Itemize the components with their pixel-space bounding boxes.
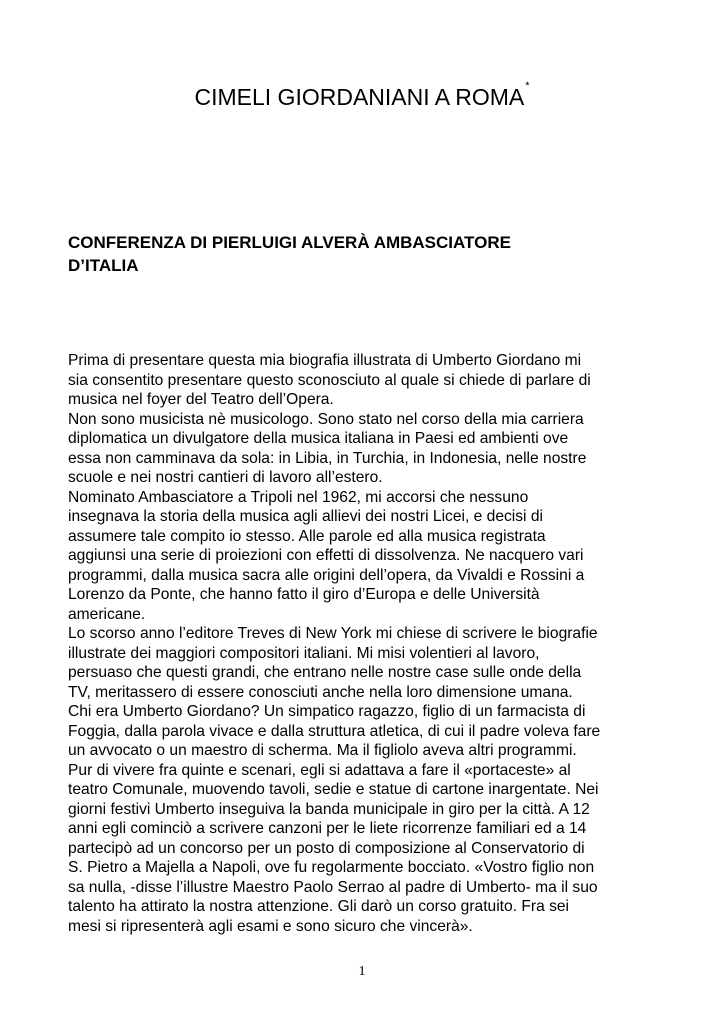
paragraph: Prima di presentare questa mia biografia illustrata di Umberto Giordano mi sia consentito presentare questo sconosciuto al quale si chiede di parlare di musica nel foyer del Teatro dell’Opera. <box>68 352 591 408</box>
title-footnote-marker: * <box>525 80 530 92</box>
body-text <box>68 351 658 936</box>
paragraph: Nominato Ambasciatore a Tripoli nel 1962, mi accorsi che nessuno insegnava la storia della musica agli allievi dei nostri Licei, e decisi di assumere tale compito io stesso. Alle parole ed alla musica registrata aggiunsi una serie di proiezioni con effetti di dissolvenza. Ne nacquero vari programmi, dalla musica sacra alle origini dell’opera, da Vivaldi e Rossini a Lorenzo da Ponte, che hanno fatto il giro d’Europa e delle Università americane. <box>68 488 585 623</box>
title-text: CIMELI GIORDANIANI A ROMA <box>194 84 525 110</box>
paragraph: Chi era Umberto Giordano? Un simpatico ragazzo, figlio di un farmacista di Foggia, dalla parola vivace e dalla struttura atletica, di cui il padre voleva fare un avvocato o un maestro di scherma. Ma il figliolo aveva altri programmi. Pur di vivere fra quinte e scenari, egli si adattava a fare il «portaceste» al teatro Comunale, muovendo tavoli, sedie e statue di cartone inargentate. Nei giorni festivi Umberto inseguiva la banda municipale in giro per la città. A 12 anni egli cominciò a scrivere canzoni per le liete ricorrenze familiari ed a 14 partecipò ad un concorso per un posto di composizione al Conservatorio di S. Pietro a Majella a Napoli, ove fu regolarmente bocciato. «Vostro figlio non sa nulla, -disse l’illustre Maestro Paolo Serrao al padre di Umberto- ma il suo talento ha attirato la nostra attenzione. Gli darò un corso gratuito. Fra sei mesi si ripresenterà agli esami e sono sicuro che vincerà». <box>68 703 601 935</box>
paragraph: Lo scorso anno l’editore Treves di New York mi chiese di scrivere le biografie illustrate dei maggiori compositori italiani. Mi misi volentieri al lavoro, persuaso che questi grandi, che entrano nelle nostre case sulle onde della TV, meritassero di essere conosciuti anche nella loro dimensione umana. <box>68 625 598 701</box>
document-title <box>0 80 724 111</box>
paragraph: Non sono musicista nè musicologo. Sono stato nel corso della mia carriera diplomatica un divulgatore della musica italiana in Paesi ed ambienti ove essa non camminava da sola: in Libia, in Turchia, in Indonesia, nelle nostre scuole e nei nostri cantieri di lavoro all’estero. <box>68 410 587 486</box>
page-number: 1 <box>358 964 366 979</box>
conference-heading: CONFERENZA DI PIERLUIGI ALVERÀ AMBASCIATORE D’ITALIA <box>68 233 511 275</box>
